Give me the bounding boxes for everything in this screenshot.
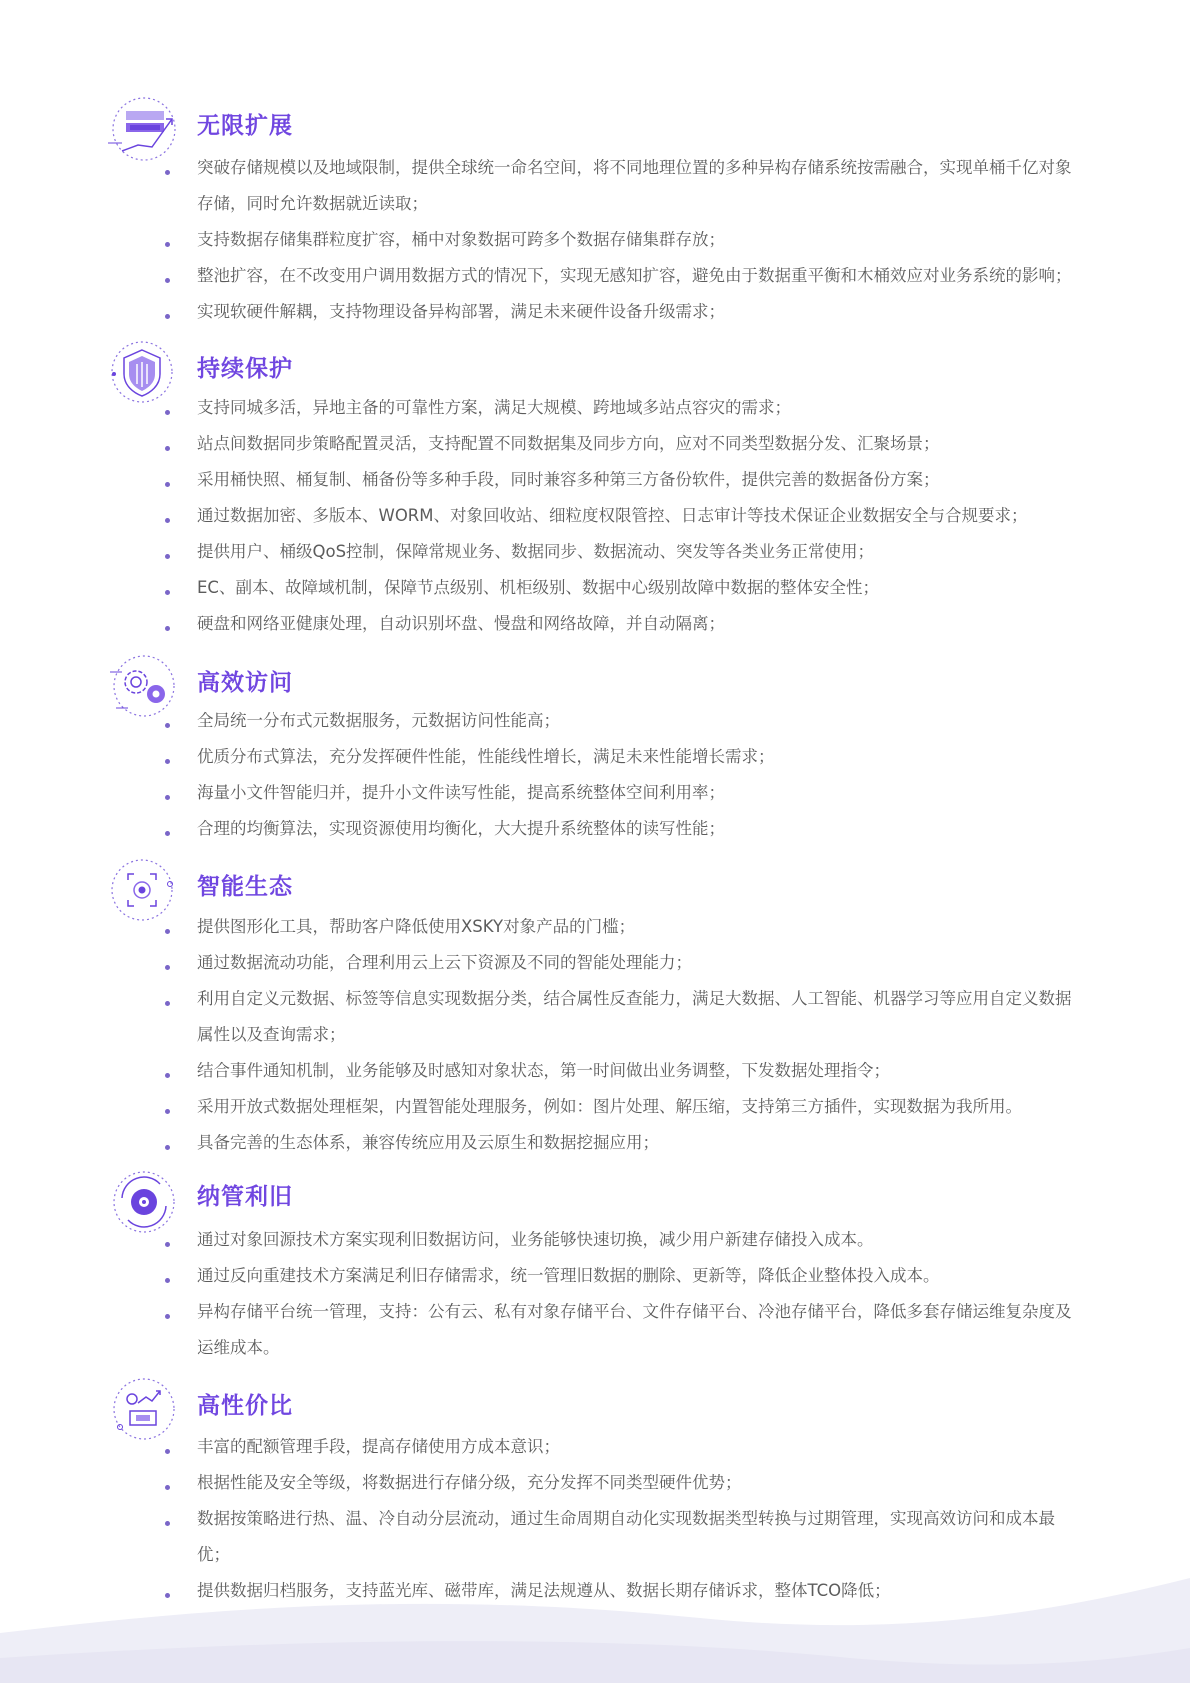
gears-icon <box>108 652 180 724</box>
section-title: 智能生态 <box>197 874 293 900</box>
storage-expand-icon <box>108 95 180 167</box>
section-title: 无限扩展 <box>197 113 293 139</box>
shield-icon <box>108 338 180 410</box>
section-title: 纳管利旧 <box>197 1184 293 1210</box>
cost-chart-icon <box>108 1375 180 1447</box>
smart-scan-icon <box>108 856 180 928</box>
section-title: 持续保护 <box>197 356 293 382</box>
document-page: 无限扩展 突破存储规模以及地域限制，提供全球统一命名空间，将不同地理位置的多种异构存储系统按需融合，实现单桶千亿对象存储，同时允许数据就近读取； 支持数据存储集群粒度扩容，桶中对象数据可跨多个数据存储集群存放； 整池扩容，在不改变用户调用数据方式的情况下，实现无感知扩容，避免由于数据重平衡和木桶效应对业务系统的影响； 实现软硬件解耦，支持物理设备异构部署，满足未来硬件设备升级需求； 持续保护 支持同城多活，异地主备的可靠性方案，满足大规模、跨地域多站点容灾的需求； 站点间数据同步策略配置灵活，支持配置不同数据集及同步方向，应对不同类型数据分发、汇聚场景； 采用桶快照、桶复制、桶备份等多种手段，同时兼容多种第三方备份软件，提供完善的数据备份方案； 通过数据加密、多版本、WORM、对象回收站、细粒度权限管控、日志审计等技术保证企业数据安全与合规要求； 提供用户、桶级QoS控制，保障常规业务、数据同步、数据流动、突发等各类业务正常使用； EC、副本、故障域机制，保障节点级别、机柜级别、数据中心级别故障中数据的整体安全性； 硬盘和网络亚健康处理，自动识别坏盘、慢盘和网络故障，并自动隔离； 高效访问 全局统一分布式元数据服务，元数据访问性能高； 优质分布式算法，充分发挥硬件性能，性能线性增长，满足未来性能增长需求； 海量小文件智能归并，提升小文件读写性能，提高系统整体空间利用率； 合理的均衡算法，实现资源使用均衡化，大大提升系统整体的读写性能； 智能生态 提供图形化工具，帮助客户降低使用XSKY对象产品的门槛； 通过数据流动功能，合理利用云上云下资源及不同的智能处理能力； 利用自定义元数据、标签等信息实现数据分类，结合属性反查能力，满足大数据、人工智能、机器学习等应用自定义数据属性以及查询需求； 结合事件通知机制，业务能够及时感知对象状态，第一时间做出业务调整，下发数据处理指令； 采用开放式数据处理框架，内置智能处理服务，例如：图片处理、解压缩，支持第三方插件，实现数据为我所用。 具备完善的生态体系，兼容传统应用及云原生和数据挖掘应用； 纳管利旧 通过对象回源技术方案实现利旧数据访问，业务能够快速切换，减少用户新建存储投入成本。 通过反向重建技术方案满足利旧存储需求，统一管理旧数据的删除、更新等，降低企业整体投入成本。 异构存储平台统一管理，支持：公有云、私有对象存储平台、文件存储平台、冷池存储平台，降低多套存储运维复杂度及运维成本。 高性价比 丰富的配额管理手段，提高存储使用方成本意识； 根据性能及安全等级，将数据进行存储分级，充分发挥不同类型硬件优势； 数据按策略进行热、温、冷自动分层流动，通过生命周期自动化实现数据类型转换与过期管理，实现高效访问和成本最优； 提供数据归档服务，支持蓝光库、磁带库，满足法规遵从、数据长期存储诉求，整体TCO降低； <box>0 0 1190 1683</box>
recycle-disk-icon <box>108 1168 180 1240</box>
section-title: 高效访问 <box>197 670 293 696</box>
section-title: 高性价比 <box>197 1393 293 1419</box>
